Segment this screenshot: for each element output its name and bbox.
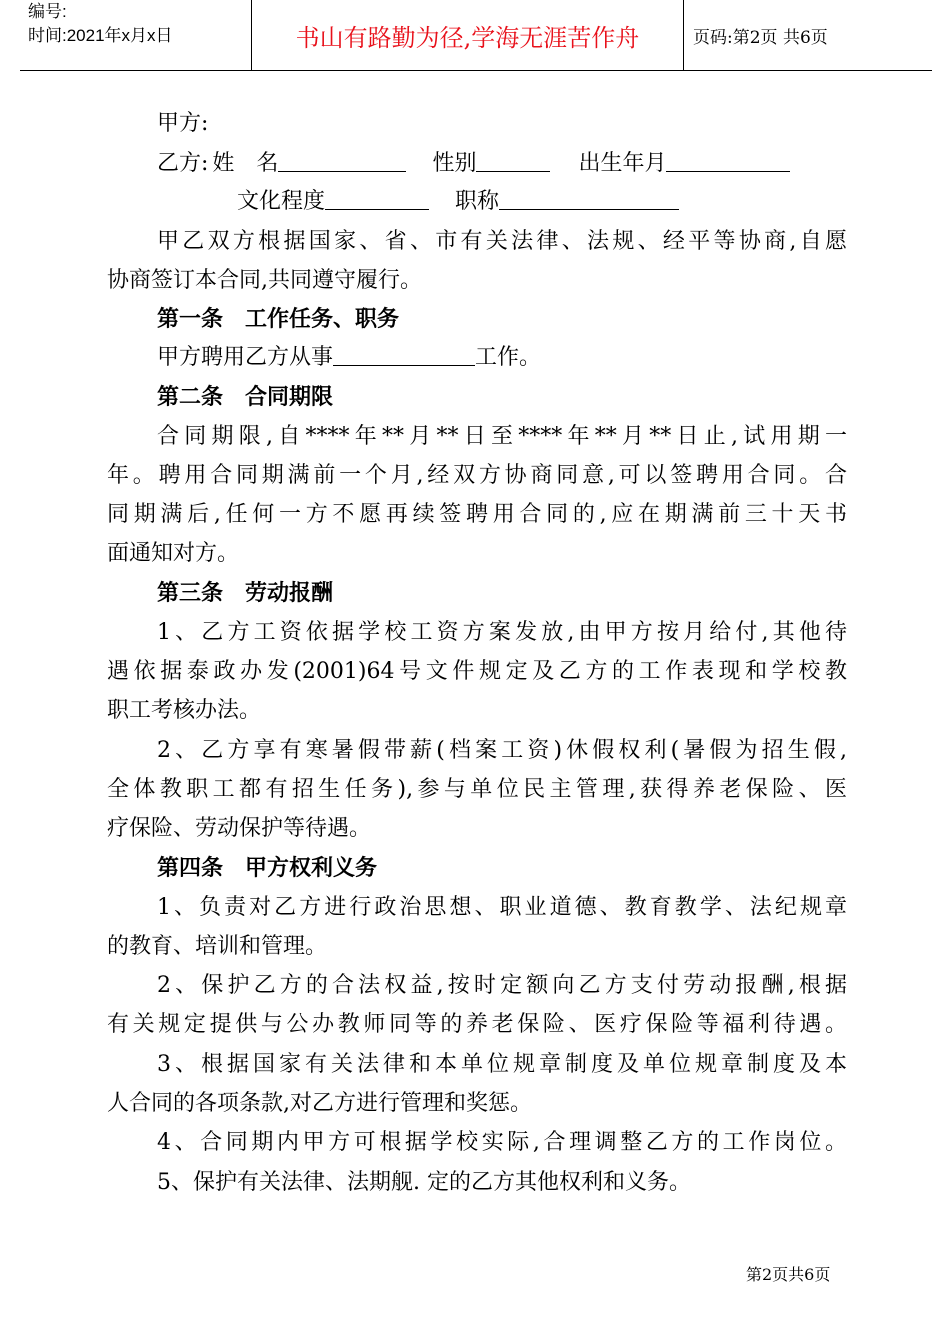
article2-line: 年。聘用合同期满前一个月,经双方协商同意,可以签聘用合同。合	[107, 463, 847, 488]
education-blank	[325, 189, 429, 210]
title-blank	[499, 189, 679, 210]
header-meta	[28, 0, 248, 48]
education-label: 文化程度	[237, 189, 326, 214]
article3-item2-line: 疗保险、劳动保护等待遇。	[107, 816, 372, 841]
gender-label: 性别	[432, 151, 477, 176]
article4-item2-line: 有关规定提供与公办教师同等的养老保险、医疗保险等福利待遇。	[107, 1012, 847, 1037]
page-header	[20, 0, 932, 71]
article4-heading: 第四条 甲方权利义务	[157, 855, 378, 881]
party-b-line	[157, 149, 790, 179]
number-label: 编号:	[28, 2, 67, 21]
article3-item1-line: 1、乙方工资依据学校工资方案发放,由甲方按月给付,其他待	[157, 620, 847, 645]
article2-line: 同期满后,任何一方不愿再续签聘用合同的,应在期满前三十天书	[107, 502, 847, 527]
article4-item4-line: 4、合同期内甲方可根据学校实际,合理调整乙方的工作岗位。	[157, 1130, 847, 1155]
article3-item2-line: 全体教职工都有招生任务),参与单位民主管理,获得养老保险、医	[107, 777, 847, 802]
article4-item3-line: 人合同的各项条款,对乙方进行管理和奖惩。	[107, 1091, 532, 1116]
intro-line: 协商签订本合同,共同遵守履行。	[107, 268, 422, 293]
article4-item1-line: 的教育、培训和管理。	[107, 934, 328, 959]
education-line	[237, 187, 679, 217]
article2-line: 合同期限,自****年**月**日至****年**月**日止,试用期一	[157, 424, 847, 449]
time-label: 时间:2021年x月x日	[28, 26, 173, 45]
article1-text	[157, 343, 541, 373]
name-blank	[278, 151, 406, 172]
article4-item3-line: 3、根据国家有关法律和本单位规章制度及单位规章制度及本	[157, 1052, 847, 1077]
birth-label: 出生年月	[578, 151, 667, 176]
article2-heading: 第二条 合同期限	[157, 384, 334, 410]
job-blank	[333, 345, 475, 366]
article4-item1-line: 1、负责对乙方进行政治思想、职业道德、教育教学、法纪规章	[157, 895, 847, 920]
party-b-label: 乙方:	[157, 151, 209, 176]
article4-item5-line: 5、保护有关法律、法期舰. 定的乙方其他权利和义务。	[157, 1170, 691, 1195]
article4-item2-line: 2、保护乙方的合法权益,按时定额向乙方支付劳动报酬,根据	[157, 973, 847, 998]
article3-heading: 第三条 劳动报酬	[157, 580, 334, 606]
gender-blank	[476, 151, 550, 172]
header-divider	[683, 0, 684, 70]
party-a-line	[157, 109, 208, 139]
birth-blank	[666, 151, 790, 172]
page-footer: 第2页共6页	[746, 1265, 831, 1284]
article3-item1-line: 遇依据泰政办发(2001)64号文件规定及乙方的工作表现和学校教	[107, 659, 847, 684]
article1-text-before: 甲方聘用乙方从事	[157, 345, 334, 370]
header-slogan: 书山有路勤为径,学海无涯苦作舟	[295, 23, 640, 52]
header-page-info: 页码:第2页 共6页	[693, 27, 828, 48]
article2-line: 面通知对方。	[107, 541, 240, 566]
intro-line: 甲乙双方根据国家、省、市有关法律、法规、经平等协商,自愿	[157, 229, 847, 254]
article3-item1-line: 职工考核办法。	[107, 698, 262, 723]
title-label: 职称	[455, 189, 500, 214]
article1-text-after: 工作。	[475, 345, 542, 370]
article1-heading: 第一条 工作任务、职务	[157, 306, 400, 332]
article3-item2-line: 2、乙方享有寒暑假带薪(档案工资)休假权利(暑假为招生假,	[157, 738, 847, 763]
party-a-label: 甲方:	[157, 111, 209, 136]
name-label: 姓 名	[212, 151, 279, 176]
